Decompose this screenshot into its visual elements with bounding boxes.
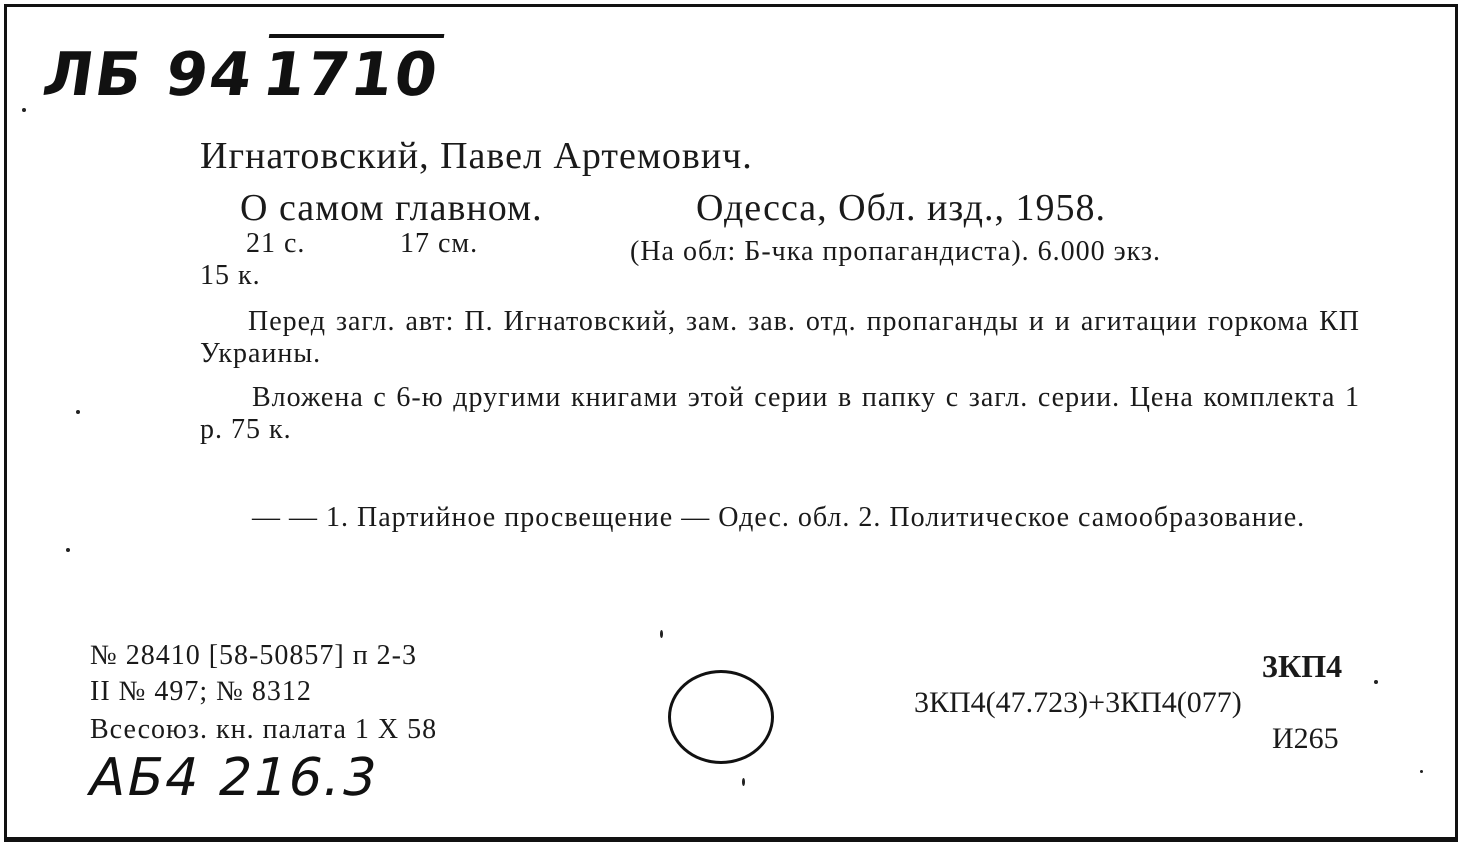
shelfmark-prefix: ЛБ 94 xyxy=(38,40,259,110)
record-number: № 28410 [58-50857] п 2-3 xyxy=(90,640,417,671)
publication-info: Одесса, Обл. изд., 1958. xyxy=(696,187,1106,229)
speck xyxy=(1420,770,1423,773)
handwritten-shelfmark xyxy=(39,34,445,110)
speck xyxy=(742,778,745,786)
chamber-stamp: Всесоюз. кн. палата 1 X 58 xyxy=(90,714,438,745)
book-size: 17 см. xyxy=(400,228,479,259)
binding-note: Вложена с 6-ю другими книгами этой серии в папку с загл. серии. Цена комплекта 1 р. 75 к. xyxy=(200,382,1360,445)
classification-full: 3КП4(47.723)+3КП4(077) xyxy=(914,686,1242,719)
record-reference: II № 497; № 8312 xyxy=(90,676,312,707)
author-note: Перед загл. авт: П. Игнатовский, зам. зав. отд. пропаганды и и агитации горкома КП Украины. xyxy=(200,306,1360,369)
speck xyxy=(660,630,663,638)
speck xyxy=(66,548,70,552)
handwritten-shelfmark-bottom: АБ4 216.3 xyxy=(83,748,385,808)
price: 15 к. xyxy=(200,260,261,291)
speck xyxy=(22,108,26,112)
subject-headings: — — 1. Партийное просвещение — Одес. обл. 2. Политическое самообразование. xyxy=(252,502,1306,533)
speck xyxy=(1374,680,1378,684)
classification-main: 3КП4 xyxy=(1262,648,1343,684)
series-note: (На обл: Б-чка пропагандиста). 6.000 экз. xyxy=(630,236,1161,267)
shelfmark-number: 1710 xyxy=(259,34,445,110)
page-count: 21 с. xyxy=(246,228,306,259)
speck xyxy=(76,410,80,414)
book-title: О самом главном. xyxy=(240,187,543,229)
punch-hole xyxy=(668,670,774,764)
author-code: И265 xyxy=(1272,722,1339,755)
author-heading: Игнатовский, Павел Артемович. xyxy=(200,135,753,177)
